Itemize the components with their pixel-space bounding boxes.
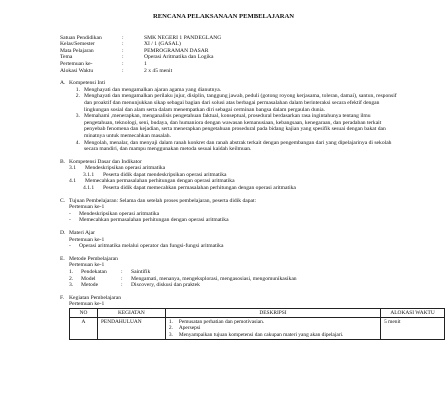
header-no: NO — [70, 308, 98, 317]
item-number: 2. — [69, 275, 74, 282]
item-number: 3. — [69, 282, 74, 289]
item-text: Memecahkan permasalahan perhitungan dengan operasi aritmatika — [79, 217, 229, 224]
section-title: Metode Pembelajaran — [69, 255, 118, 262]
item-colon: : — [121, 282, 123, 289]
section-letter: B. — [60, 158, 66, 165]
item-text: Menghayati dan mengamalkan ajaran agama yang dianutnya. — [84, 86, 222, 93]
section-b-heading — [60, 159, 397, 166]
item-number: 3. — [75, 113, 80, 120]
identity-value: 2 x 45 menit — [144, 67, 173, 74]
item-text: Mengolah, menalar, dan menyaji dalam ranah konkret dan ranah abstrak terkait dengan pengembangan dari yang dipelajarinya di sekolah secara mandiri, dan mampu menggunakan metoda sesuai kaidah keilmuan. — [84, 139, 392, 153]
identity-row — [60, 35, 397, 42]
step-text: Pemusatan perhatian dan pemotivasian. — [178, 319, 265, 326]
kompetensi-dasar-list — [60, 165, 397, 191]
item-value: Discovery, diskusi dan praktek — [131, 282, 200, 289]
identity-value: Operasi Aritmatika dan Logika — [144, 54, 214, 61]
identity-row — [60, 48, 397, 55]
section-letter: A. — [60, 80, 66, 87]
header-kegiatan: KEGIATAN — [97, 308, 165, 317]
bullet-dash: - — [69, 217, 71, 224]
section-a-heading — [60, 80, 397, 87]
bullet-dash: - — [69, 243, 71, 250]
table-header-row — [70, 308, 445, 317]
step-number: 1. — [168, 319, 173, 326]
cell-alokasi-waktu: 5 menit — [381, 318, 445, 340]
item-number: 4.1.1 — [83, 185, 95, 192]
item-text: Mendeskripsikan operasi aritmatika — [85, 165, 166, 172]
meeting-label: Pertemuan ke-1 — [69, 236, 105, 243]
list-item — [60, 211, 397, 218]
indikator-item — [60, 172, 397, 179]
item-value: Saintifik — [131, 269, 151, 275]
item-text: Memahami ,menerapkan, menganalisis pengetahuan faktual, konseptual, prosedural berdasarkan rasa ingintahunya tentang ilmu pengetahuan, teknologi, seni, budaya, dan humaniora dengan wawasan kemanusiaan, kebangsaan, kenegaraan, dan peradaban terkait penyebab fenomena dan kejadian, serta menerapkan pengetahuan prosedural pada bidang kajian yang spesifik sesuai dengan bakat dan minatnya untuk memecahkan masalah. — [84, 113, 386, 139]
materi-list — [60, 243, 397, 250]
identity-label: Mata Pelajaran — [60, 47, 94, 54]
item-label: Model — [81, 275, 96, 282]
document-title: RENCANA PELAKSANAAN PEMBELAJARAN — [152, 13, 295, 20]
step-list — [169, 319, 377, 338]
section-title: Kegiatan Pembelajaran — [69, 294, 122, 301]
metode-item — [60, 269, 397, 276]
item-number: 1. — [75, 86, 80, 93]
table-row — [70, 318, 445, 340]
item-label: Pendekatan — [81, 269, 107, 275]
item-number: 1. — [69, 269, 74, 275]
identity-row — [60, 68, 397, 75]
identity-label: Satuan Pendidikan — [60, 34, 102, 41]
section-letter: D. — [60, 230, 66, 237]
section-title: Kompetensi Inti — [69, 80, 106, 87]
identity-colon: : — [122, 47, 124, 54]
identity-value: 1 — [144, 60, 147, 67]
header-alokasi-waktu: ALOKASI WAKTU — [381, 308, 445, 317]
cell-no: A — [70, 318, 98, 340]
cell-kegiatan: PENDAHULUAN — [97, 318, 165, 340]
section-letter: F. — [60, 294, 65, 301]
cell-deskripsi — [165, 318, 380, 340]
item-text: Peserta didik dapat memecahkan permasalahan perhitungan dengan operasi aritmatika — [103, 185, 296, 192]
section-c-heading — [60, 198, 397, 205]
item-number: 4. — [75, 139, 80, 146]
identity-value: XI / 1 (GASAL) — [144, 41, 181, 48]
identity-label: Alokasi Waktu — [60, 67, 94, 74]
list-item — [60, 217, 397, 224]
metode-item — [60, 282, 397, 289]
section-letter: E. — [60, 255, 65, 262]
section-f-heading — [60, 295, 397, 302]
meeting-label: Pertemuan ke-1 — [69, 204, 105, 211]
kompetensi-inti-list — [60, 87, 397, 153]
indikator-item — [60, 185, 397, 192]
section-title: Materi Ajar — [69, 230, 95, 237]
item-text: Mendeskripsikan operasi aritmatika — [79, 210, 160, 217]
item-number: 4.1 — [69, 178, 76, 185]
item-text: Operasi aritmatika melalui operator dan fungsi-fungsi aritmatika — [79, 243, 224, 250]
list-item — [60, 93, 397, 113]
list-item — [60, 140, 397, 153]
item-number: 2. — [75, 93, 80, 100]
step-number: 3. — [168, 331, 173, 338]
step-text: Menyampaikan tujuan kompetensi dan cakupan materi yang akan dipelajari. — [178, 331, 344, 338]
identity-colon: : — [122, 54, 124, 61]
step-number: 2. — [168, 325, 173, 332]
section-title: Kompetensi Dasar dan Indikator — [69, 158, 142, 165]
section-e-heading — [60, 256, 397, 263]
meeting-label: Pertemuan ke-1 — [69, 262, 105, 269]
item-label: Metode — [81, 282, 99, 289]
list-item — [60, 243, 397, 250]
item-colon: : — [121, 269, 123, 275]
header-deskripsi: DESKRIPSI — [165, 308, 380, 317]
identity-value: SMK NEGERI 1 PANDEGLANG — [144, 34, 222, 41]
tujuan-list — [60, 211, 397, 224]
identity-colon: : — [122, 41, 124, 48]
identity-block — [60, 35, 397, 75]
kegiatan-table — [69, 308, 445, 340]
identity-row — [60, 41, 397, 48]
step-text: Apersepsi — [178, 325, 201, 332]
section-letter: C. — [60, 197, 66, 204]
identity-label: Tema — [60, 54, 73, 61]
item-text: Menghayati dan mengamalkan perilaku jujur, disiplin, tanggung jawab, peduli (gotong royong kerjasama, toleran, damai), santun, responsif dan proaktif dan menunjukkan sikap sebagai bagian dari solusi atas berbagai permasalahan dalam berinteraksi secara efektif dengan lingkungan sosial dan alam serta dalam menempatkan diri sebagai cerminan bangsa dalam pergaulan dunia. — [84, 93, 397, 113]
identity-label: Pertemuan ke- — [60, 60, 93, 67]
list-item — [60, 113, 397, 139]
item-number: 3.1 — [69, 165, 76, 172]
item-text: Peserta didik dapat mendeskripsikan operasi aritmatika — [103, 171, 227, 178]
item-value: Mengamati, menanya, mengeksplorasi, mengasosiasi, mengomunikasikan — [131, 275, 297, 282]
meeting-label: Pertemuan ke-1 — [69, 301, 105, 308]
identity-row — [60, 54, 397, 61]
item-colon: : — [121, 275, 123, 282]
item-text: Memecahkan permasalahan perhitungan dengan operasi aritmatika — [85, 178, 235, 185]
identity-colon: : — [122, 34, 124, 41]
kompetensi-dasar-item — [60, 165, 397, 172]
section-d-heading — [60, 230, 397, 237]
identity-label: Kelas/Semester — [60, 41, 95, 48]
metode-list — [60, 269, 397, 289]
identity-colon: : — [122, 60, 124, 67]
metode-item — [60, 276, 397, 283]
section-title: Tujuan Pembelajaran: Selama dan setelah proses pembelajaran, peserta didik dapat: — [69, 197, 257, 204]
identity-row — [60, 61, 397, 68]
identity-colon: : — [122, 67, 124, 74]
kompetensi-dasar-item — [60, 178, 397, 185]
identity-value: PEMROGRAMAN DASAR — [144, 47, 209, 54]
list-item — [169, 332, 377, 338]
bullet-dash: - — [69, 210, 71, 217]
item-number: 3.1.1 — [83, 171, 95, 178]
